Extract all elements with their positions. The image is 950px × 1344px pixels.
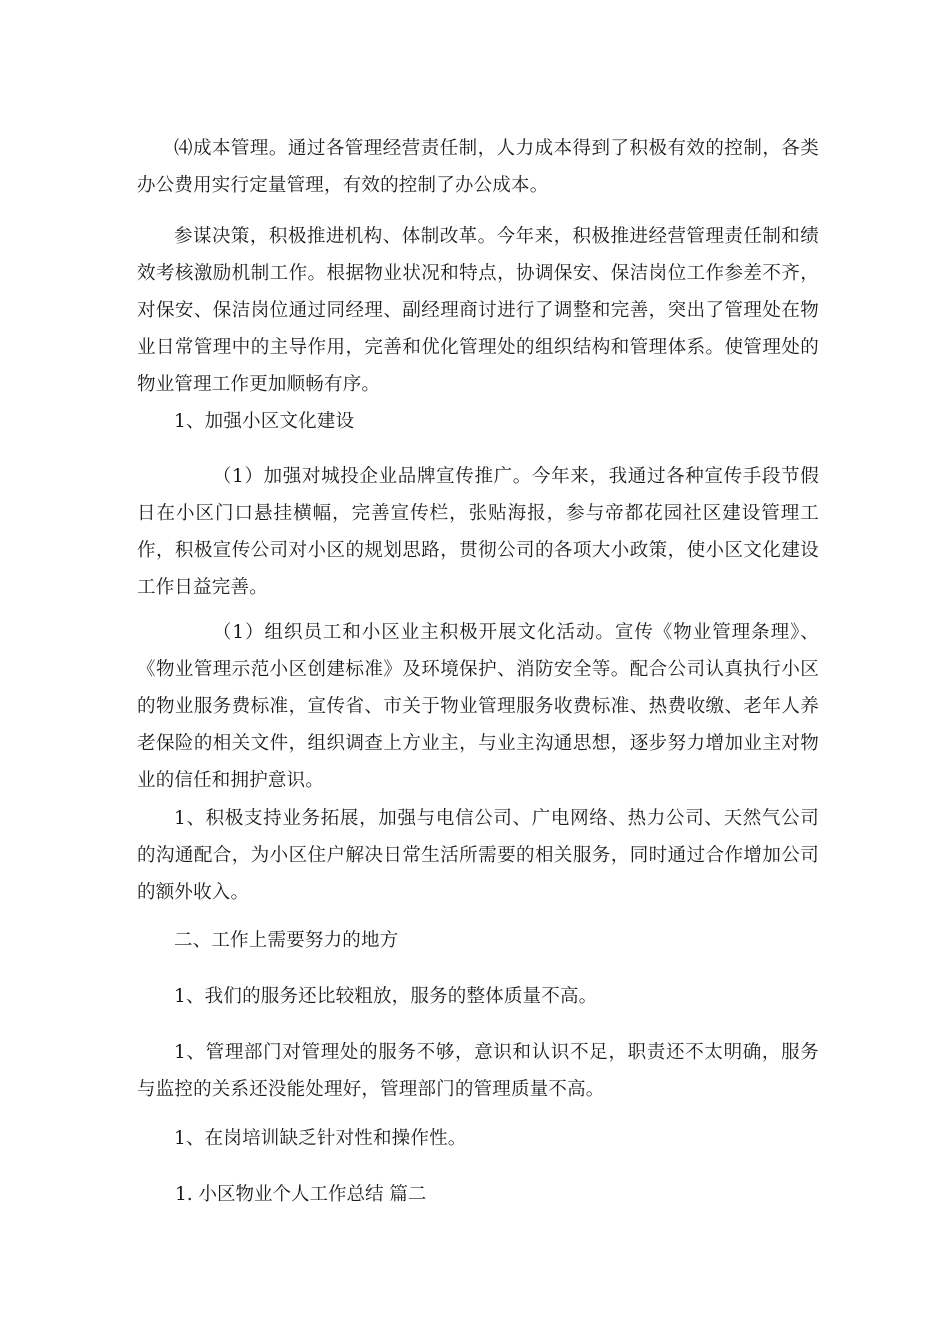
section-heading: 1. 小区物业个人工作总结 篇二 [175, 1184, 427, 1205]
paragraph-cultural-activities: （1）组织员工和小区业主积极开展文化活动。宣传《物业管理条理》、《物业管理示范小区创建标准》及环境保护、消防安全等。配合公司认真执行小区的物业服务费标准，宣传省、市关于物业管理服务收费标准、热费收缴、老年人养老保险的相关文件，组织调查上方业主，与业主沟通思想，逐步努力增加业主对物业的信任和拥护意识。 [137, 622, 819, 791]
paragraph-business-expansion: 1、积极支持业务拓展，加强与电信公司、广电网络、热力公司、天然气公司的沟通配合，为小区住户解决日常生活所需要的相关服务，同时通过合作增加公司的额外收入。 [137, 808, 819, 903]
paragraph-service-quality: 1、我们的服务还比较粗放，服务的整体质量不高。 [174, 986, 598, 1007]
paragraph-community-culture-heading: 1、加强小区文化建设 [174, 411, 355, 432]
paragraph-brand-promotion: （1）加强对城投企业品牌宣传推广。今年来，我通过各种宣传手段节假日在小区门口悬挂横幅，完善宣传栏，张贴海报，参与帝都花园社区建设管理工作，积极宣传公司对小区的规划思路，贯彻公司的各项大小政策，使小区文化建设工作日益完善。 [137, 466, 819, 598]
paragraph-cost-management: ⑷成本管理。通过各管理经营责任制，人力成本得到了积极有效的控制，各类办公费用实行定量管理，有效的控制了办公成本。 [137, 138, 819, 196]
paragraph-training: 1、在岗培训缺乏针对性和操作性。 [174, 1128, 467, 1149]
paragraph-decision-reform: 参谋决策，积极推进机构、体制改革。今年来，积极推进经营管理责任制和绩效考核激励机制工作。根据物业状况和特点，协调保安、保洁岗位工作参差不齐，对保安、保洁岗位通过同经理、副经理商讨进行了调整和完善，突出了管理处在物业日常管理中的主导作用，完善和优化管理处的组织结构和管理体系。使管理处的物业管理工作更加顺畅有序。 [137, 226, 819, 395]
paragraph-management-department: 1、管理部门对管理处的服务不够，意识和认识不足，职责还不太明确，服务与监控的关系还没能处理好，管理部门的管理质量不高。 [137, 1042, 819, 1100]
paragraph-improvement-heading: 二、工作上需要努力的地方 [174, 930, 399, 951]
